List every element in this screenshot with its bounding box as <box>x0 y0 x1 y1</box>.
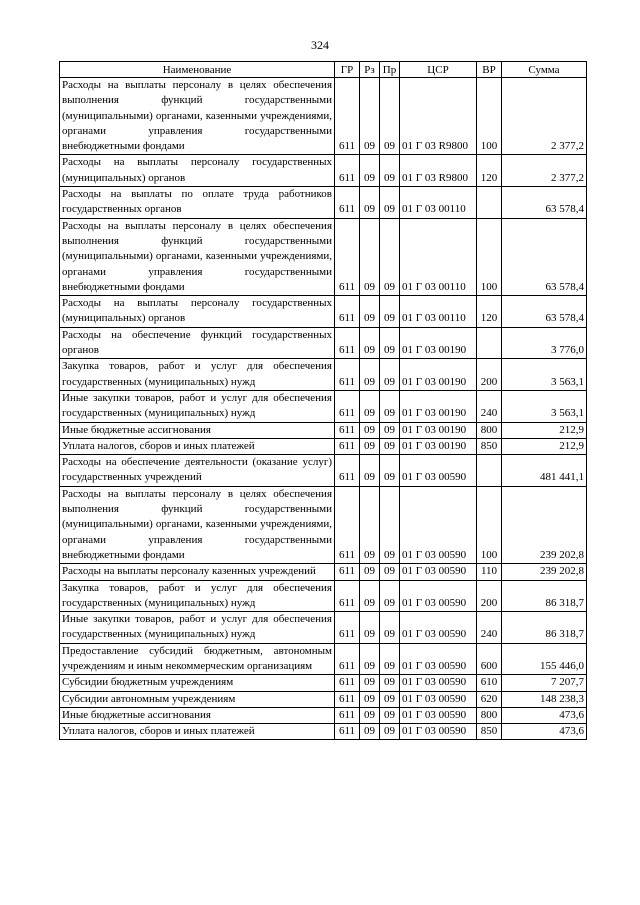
cell-rz: 09 <box>360 296 380 328</box>
cell-vr: 100 <box>477 486 502 563</box>
cell-sum: 239 202,8 <box>502 564 587 580</box>
cell-vr: 610 <box>477 675 502 691</box>
cell-sum: 3 776,0 <box>502 327 587 359</box>
cell-gr: 611 <box>335 78 360 155</box>
cell-name: Расходы на выплаты персоналу государственных (муниципальных) органов <box>60 155 335 187</box>
table-row <box>60 390 587 422</box>
cell-rz: 09 <box>360 564 380 580</box>
cell-name: Расходы на выплаты персоналу в целях обеспечения выполнения функций государственными (муниципальными) органами, казенными учреждениями, органами управления государственными внебюджетными фондами <box>60 486 335 563</box>
cell-sum: 63 578,4 <box>502 187 587 219</box>
cell-name: Расходы на выплаты персоналу казенных учреждений <box>60 564 335 580</box>
cell-vr: 600 <box>477 643 502 675</box>
cell-csr: 01 Г 03 00190 <box>400 422 477 438</box>
cell-csr: 01 Г 03 00590 <box>400 643 477 675</box>
cell-pr: 09 <box>380 564 400 580</box>
header-sum: Сумма <box>502 62 587 78</box>
table-row <box>60 218 587 295</box>
cell-name: Иные бюджетные ассигнования <box>60 422 335 438</box>
cell-gr: 611 <box>335 359 360 391</box>
cell-rz: 09 <box>360 643 380 675</box>
cell-name: Субсидии автономным учреждениям <box>60 691 335 707</box>
cell-csr: 01 Г 03 00110 <box>400 218 477 295</box>
cell-name: Расходы на выплаты по оплате труда работников государственных органов <box>60 187 335 219</box>
cell-pr: 09 <box>380 580 400 612</box>
cell-name: Иные бюджетные ассигнования <box>60 707 335 723</box>
cell-gr: 611 <box>335 218 360 295</box>
table-row <box>60 643 587 675</box>
cell-name: Расходы на выплаты персоналу государственных (муниципальных) органов <box>60 296 335 328</box>
cell-pr: 09 <box>380 422 400 438</box>
cell-vr <box>477 327 502 359</box>
table-row <box>60 580 587 612</box>
cell-vr: 850 <box>477 724 502 740</box>
cell-csr: 01 Г 03 00590 <box>400 691 477 707</box>
cell-pr: 09 <box>380 643 400 675</box>
cell-csr: 01 Г 03 R9800 <box>400 78 477 155</box>
cell-sum: 86 318,7 <box>502 580 587 612</box>
cell-sum: 212,9 <box>502 422 587 438</box>
cell-pr: 09 <box>380 187 400 219</box>
cell-name: Иные закупки товаров, работ и услуг для обеспечения государственных (муниципальных) нужд <box>60 612 335 644</box>
cell-name: Предоставление субсидий бюджетным, автономным учреждениям и иным некоммерческим организациям <box>60 643 335 675</box>
cell-name: Иные закупки товаров, работ и услуг для обеспечения государственных (муниципальных) нужд <box>60 390 335 422</box>
cell-rz: 09 <box>360 486 380 563</box>
cell-rz: 09 <box>360 724 380 740</box>
header-vr: ВР <box>477 62 502 78</box>
cell-vr: 800 <box>477 707 502 723</box>
cell-csr: 01 Г 03 00590 <box>400 564 477 580</box>
table-row <box>60 691 587 707</box>
cell-pr: 09 <box>380 78 400 155</box>
cell-rz: 09 <box>360 438 380 454</box>
cell-rz: 09 <box>360 359 380 391</box>
cell-sum: 63 578,4 <box>502 296 587 328</box>
cell-rz: 09 <box>360 675 380 691</box>
cell-vr: 850 <box>477 438 502 454</box>
cell-csr: 01 Г 03 00590 <box>400 612 477 644</box>
cell-pr: 09 <box>380 327 400 359</box>
table-row <box>60 675 587 691</box>
table-row <box>60 707 587 723</box>
cell-vr: 120 <box>477 296 502 328</box>
cell-sum: 86 318,7 <box>502 612 587 644</box>
cell-sum: 3 563,1 <box>502 390 587 422</box>
cell-name: Расходы на выплаты персоналу в целях обеспечения выполнения функций государственными (муниципальными) органами, казенными учреждениями, органами управления государственными внебюджетными фондами <box>60 78 335 155</box>
cell-gr: 611 <box>335 327 360 359</box>
cell-pr: 09 <box>380 438 400 454</box>
table-row <box>60 486 587 563</box>
cell-csr: 01 Г 03 00110 <box>400 296 477 328</box>
cell-vr: 120 <box>477 155 502 187</box>
cell-rz: 09 <box>360 580 380 612</box>
cell-vr: 240 <box>477 390 502 422</box>
cell-gr: 611 <box>335 296 360 328</box>
cell-csr: 01 Г 03 00590 <box>400 724 477 740</box>
cell-gr: 611 <box>335 580 360 612</box>
cell-pr: 09 <box>380 724 400 740</box>
cell-vr: 200 <box>477 359 502 391</box>
cell-sum: 148 238,3 <box>502 691 587 707</box>
cell-name: Закупка товаров, работ и услуг для обеспечения государственных (муниципальных) нужд <box>60 580 335 612</box>
cell-csr: 01 Г 03 00190 <box>400 438 477 454</box>
cell-gr: 611 <box>335 612 360 644</box>
cell-name: Расходы на обеспечение функций государственных органов <box>60 327 335 359</box>
cell-gr: 611 <box>335 643 360 675</box>
cell-csr: 01 Г 03 00190 <box>400 327 477 359</box>
table-row <box>60 155 587 187</box>
cell-gr: 611 <box>335 455 360 487</box>
cell-rz: 09 <box>360 155 380 187</box>
cell-vr: 240 <box>477 612 502 644</box>
cell-pr: 09 <box>380 691 400 707</box>
cell-csr: 01 Г 03 00190 <box>400 390 477 422</box>
cell-csr: 01 Г 03 00110 <box>400 187 477 219</box>
table-row <box>60 455 587 487</box>
cell-gr: 611 <box>335 438 360 454</box>
cell-csr: 01 Г 03 00190 <box>400 359 477 391</box>
cell-sum: 481 441,1 <box>502 455 587 487</box>
cell-gr: 611 <box>335 707 360 723</box>
budget-table <box>59 61 587 740</box>
cell-pr: 09 <box>380 707 400 723</box>
cell-sum: 3 563,1 <box>502 359 587 391</box>
cell-sum: 63 578,4 <box>502 218 587 295</box>
header-csr: ЦСР <box>400 62 477 78</box>
header-name: Наименование <box>60 62 335 78</box>
table-row <box>60 187 587 219</box>
cell-rz: 09 <box>360 327 380 359</box>
cell-vr: 100 <box>477 78 502 155</box>
cell-gr: 611 <box>335 187 360 219</box>
cell-sum: 239 202,8 <box>502 486 587 563</box>
cell-sum: 473,6 <box>502 707 587 723</box>
cell-pr: 09 <box>380 675 400 691</box>
cell-vr: 800 <box>477 422 502 438</box>
cell-csr: 01 Г 03 R9800 <box>400 155 477 187</box>
cell-pr: 09 <box>380 455 400 487</box>
cell-rz: 09 <box>360 422 380 438</box>
cell-csr: 01 Г 03 00590 <box>400 707 477 723</box>
cell-gr: 611 <box>335 422 360 438</box>
cell-rz: 09 <box>360 187 380 219</box>
cell-csr: 01 Г 03 00590 <box>400 580 477 612</box>
header-pr: Пр <box>380 62 400 78</box>
cell-sum: 473,6 <box>502 724 587 740</box>
cell-rz: 09 <box>360 218 380 295</box>
cell-sum: 2 377,2 <box>502 155 587 187</box>
cell-csr: 01 Г 03 00590 <box>400 675 477 691</box>
cell-pr: 09 <box>380 486 400 563</box>
header-gr: ГР <box>335 62 360 78</box>
cell-rz: 09 <box>360 390 380 422</box>
table-row <box>60 296 587 328</box>
table-header-row <box>60 62 587 78</box>
table-row <box>60 724 587 740</box>
cell-vr: 200 <box>477 580 502 612</box>
table-row <box>60 564 587 580</box>
table-body <box>60 78 587 740</box>
cell-rz: 09 <box>360 78 380 155</box>
cell-name: Субсидии бюджетным учреждениям <box>60 675 335 691</box>
table-row <box>60 422 587 438</box>
cell-vr <box>477 187 502 219</box>
cell-gr: 611 <box>335 155 360 187</box>
cell-name: Расходы на обеспечение деятельности (оказание услуг) государственных учреждений <box>60 455 335 487</box>
cell-vr <box>477 455 502 487</box>
cell-sum: 212,9 <box>502 438 587 454</box>
cell-gr: 611 <box>335 486 360 563</box>
cell-sum: 2 377,2 <box>502 78 587 155</box>
cell-rz: 09 <box>360 455 380 487</box>
cell-pr: 09 <box>380 218 400 295</box>
cell-pr: 09 <box>380 612 400 644</box>
table-row <box>60 359 587 391</box>
header-rz: Рз <box>360 62 380 78</box>
cell-name: Закупка товаров, работ и услуг для обеспечения государственных (муниципальных) нужд <box>60 359 335 391</box>
cell-gr: 611 <box>335 390 360 422</box>
table-row <box>60 612 587 644</box>
cell-vr: 620 <box>477 691 502 707</box>
cell-pr: 09 <box>380 296 400 328</box>
cell-gr: 611 <box>335 691 360 707</box>
cell-rz: 09 <box>360 612 380 644</box>
cell-pr: 09 <box>380 155 400 187</box>
cell-rz: 09 <box>360 707 380 723</box>
cell-sum: 155 446,0 <box>502 643 587 675</box>
table-row <box>60 78 587 155</box>
cell-name: Уплата налогов, сборов и иных платежей <box>60 724 335 740</box>
table-row <box>60 438 587 454</box>
cell-gr: 611 <box>335 675 360 691</box>
cell-gr: 611 <box>335 724 360 740</box>
cell-pr: 09 <box>380 359 400 391</box>
cell-sum: 7 207,7 <box>502 675 587 691</box>
cell-name: Уплата налогов, сборов и иных платежей <box>60 438 335 454</box>
cell-pr: 09 <box>380 390 400 422</box>
page-number: 324 <box>311 38 329 52</box>
cell-csr: 01 Г 03 00590 <box>400 455 477 487</box>
cell-name: Расходы на выплаты персоналу в целях обеспечения выполнения функций государственными (муниципальными) органами, казенными учреждениями, органами управления государственными внебюджетными фондами <box>60 218 335 295</box>
cell-vr: 110 <box>477 564 502 580</box>
cell-rz: 09 <box>360 691 380 707</box>
cell-gr: 611 <box>335 564 360 580</box>
cell-csr: 01 Г 03 00590 <box>400 486 477 563</box>
cell-vr: 100 <box>477 218 502 295</box>
table-row <box>60 327 587 359</box>
